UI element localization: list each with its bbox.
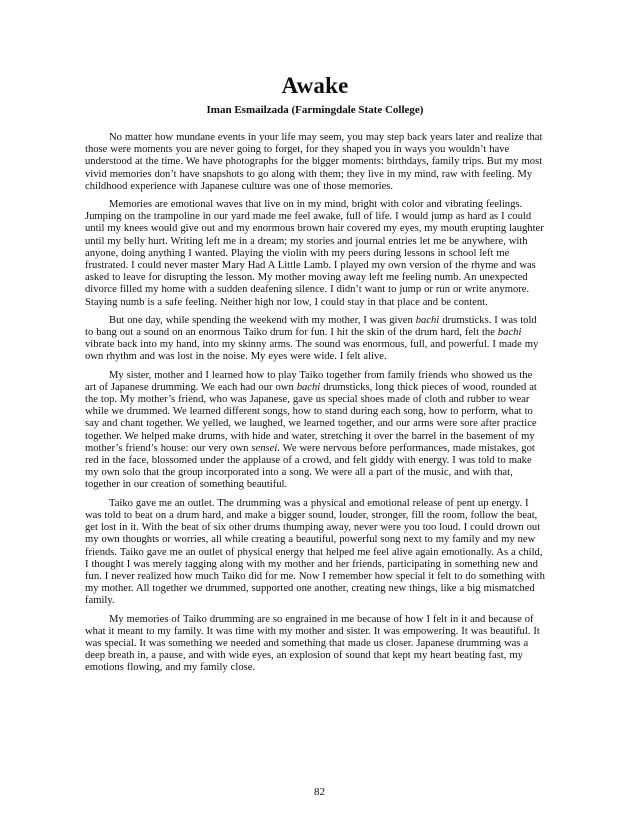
essay-paragraph [85, 315, 545, 364]
essay-paragraph [85, 199, 545, 309]
paragraph-text: vibrate back into my hand, into my skinny arms. The sound was enormous, full, and powerful. I made my own rhythm and was lost in the noise. My eyes were wide. I felt alive. [85, 339, 539, 363]
paragraph-text: My memories of Taiko drumming are so engrained in me because of how I felt in it and because of what it meant to my family. It was time with my mother and sister. It was empowering. It was beautiful. It was special. It was something we needed and something that made us closer. Japanese drumming was a deep breath in, a pause, and with wide eyes, an explosion of sound that kept my heart beating fast, my emotions flowing, and my family close. [85, 613, 540, 674]
essay-paragraph [85, 370, 545, 492]
italic-term: sensei [251, 442, 278, 454]
paragraph-text: My sister, mother and I learned how to play Taiko together from family friends who showed us the art of Japanese drumming. We each had our own [85, 369, 533, 393]
italic-term: bachi [296, 381, 321, 393]
essay-paragraph [85, 132, 545, 193]
italic-term: bachi [415, 314, 440, 326]
essay-author: Iman Esmailzada (Farmingdale State College) [206, 104, 424, 116]
essay-paragraph [85, 614, 545, 675]
italic-term: bachi [497, 327, 522, 339]
essay-title: Awake [281, 73, 349, 98]
paragraph-text: Taiko gave me an outlet. The drumming was a physical and emotional release of pent up energy. I was told to beat on a drum hard, and make a bigger sound, louder, stronger, fill the room, follow the beat, get lost in it. With the beat of six other drums thumping away, never were you too loud. I could drown out my own thoughts or worries, all while creating a beautiful, powerful song next to my family and my new friends. Taiko gave me an outlet of physical energy that helped me feel alive again emotionally. As a child, I thought I was merely tagging along with my mother and her friends, participating in something new and fun. I never realized how much Taiko did for me. Now I remember how special it felt to do something with my mother. All together we drummed, supported one another, creating new things, like a big mismatched family. [85, 497, 545, 607]
paragraph-text: No matter how mundane events in your life may seem, you may step back years later and realize that those were moments you are never going to forget, for they shaped you in ways you wouldn’t have understood at the time. We have photographs for the bigger moments: birthdays, family trips. But my most vivid memories don’t have snapshots to go along with them; they live in my mind, raw with feeling. My childhood experience with Japanese culture was one of those memories. [85, 132, 543, 192]
paragraph-text: . We were nervous before performances, made mistakes, got red in the face, blossomed under the applause of a crowd, and felt giddy with energy. I was told to make my own solo that the group incorporated into a song. We were all a part of the music, and with that, together in our creation of something beautiful. [85, 442, 535, 491]
paragraph-text: But one day, while spending the weekend with my mother, I was given [109, 314, 416, 326]
paragraph-text: drumsticks, long thick pieces of wood, rounded at the top. My mother’s friend, who was Japanese, gave us special shoes made of cloth and rubber to wear while we drummed. We learned different songs, how to stand during each song, how to perform, what to say and chant together. We yelled, we laughed, we learned together, and our arms were sore after practice together. We helped make drums, with hide and water, stretching it over the barrel in the basement of my mother’s friend’s house: our very own [85, 381, 537, 454]
paragraph-text: Memories are emotional waves that live on in my mind, bright with color and vibrating feelings. Jumping on the trampoline in our yard made me feel awake, full of life. I would jump as hard as I could until my knees would give out and my enormous brown hair covered my eyes, my mouth erupting laughter until my belly hurt. Writing left me in a dream; my stories and journal entries let me be anywhere, with anyone, doing anything I wanted. Playing the violin with my peers during lessons in school left me frustrated. I could never master Mary Had A Little Lamb. I played my own version of the rhyme and was asked to leave for disrupting the lesson. My mother moving away left me feeling numb. An unexpected divorce filled my home with a sudden deafening silence. I didn’t want to jump or run or write anymore. Staying numb is a safe feeling. Neither high nor low, I could stay in that place and be content. [85, 199, 544, 308]
paragraph-text: drumsticks. I was told to bang out a sound on an enormous Taiko drum for fun. I hit the skin of the drum hard, felt the [85, 314, 537, 339]
essay-body [85, 132, 545, 675]
essay-paragraph [85, 498, 545, 608]
page-number: 82 [314, 786, 325, 798]
